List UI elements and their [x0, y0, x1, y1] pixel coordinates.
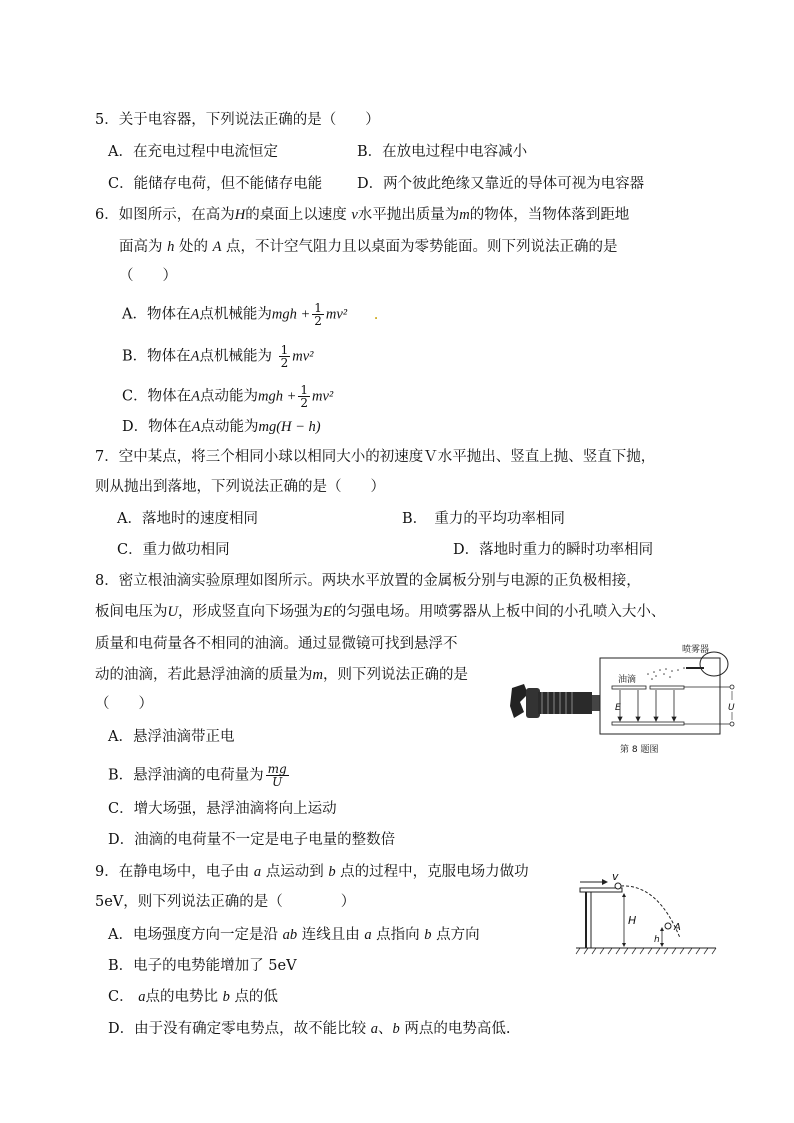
q8-stem-line1: 8．密立根油滴实验原理如图所示。两块水平放置的金属板分别与电源的正负极相接，: [95, 573, 641, 589]
q8-stem-line2: 板间电压为U，形成竖直向下场强为E的匀强电场。用喷雾器从上板中间的小孔喷入大小、: [95, 604, 666, 620]
q7-stem-line1: 7．空中某点，将三个相同小球以相同大小的初速度Ｖ水平抛出、竖直上抛、竖直下抛，: [95, 449, 656, 465]
fig6-A-label: A: [674, 922, 681, 933]
q8-option-d: D．油滴的电荷量不一定是电子电量的整数倍: [108, 832, 396, 848]
fig8-caption: 第 8 题图: [620, 745, 659, 755]
q6-option-c: C．物体在A点动能为mgh + $\frac{1}{2}$ mv²: [122, 383, 334, 410]
q6-stem-line2: 面高为 h 处的 A 点，不计空气阻力且以桌面为零势能面。则下列说法正确的是: [119, 239, 618, 255]
fig8-U-label: U: [728, 703, 735, 713]
q9-stem-line2: 5eV，则下列说法正确的是（ ）: [95, 894, 356, 910]
q9-option-a: A．电场强度方向一定是沿 ab 连线且由 a 点指向 b 点方向: [108, 927, 480, 943]
q7-option-c: C．重力做功相同: [117, 542, 230, 558]
q8-option-c: C．增大场强，悬浮油滴将向上运动: [108, 801, 337, 817]
q8-stem-line4: 动的油滴，若此悬浮油滴的质量为m，则下列说法正确的是: [95, 667, 468, 683]
q5-option-b: B．在放电过程中电容减小: [357, 144, 528, 160]
fig8-sprayer-label: 喷雾器: [682, 645, 710, 655]
q6-option-b: B．物体在A点机械能为 $\frac{1}{2}$ mv²: [122, 343, 314, 370]
microscope-icon: [510, 684, 600, 718]
fig6-v-label: v: [612, 870, 619, 883]
q8-stem-line3: 质量和电荷量各不相同的油滴。通过显微镜可找到悬浮不: [95, 636, 458, 652]
q9-option-c: C． a点的电势比 b 点的低: [108, 989, 278, 1005]
q9-option-b: B．电子的电势能增加了 5eV: [108, 958, 297, 974]
fig6-H-label: H: [628, 914, 637, 927]
q6-option-a: A．物体在A点机械能为mgh + $\frac{1}{2}$ mv² .: [122, 301, 379, 328]
q5-option-a: A．在充电过程中电流恒定: [108, 144, 278, 160]
fig8-oil-label: 油滴: [618, 675, 637, 685]
projectile-figure: [574, 866, 718, 960]
q6-option-d: D．物体在A点动能为mg(H − h): [122, 419, 321, 435]
fig8-E-label: E: [615, 703, 621, 713]
q6-paren: （ ）: [119, 268, 177, 284]
q5-option-d: D．两个彼此绝缘又靠近的导体可视为电容器: [357, 176, 645, 192]
q9-option-d: D．由于没有确定零电势点，故不能比较 a、b 两点的电势高低.: [108, 1021, 511, 1037]
q9-stem-line1: 9．在静电场中，电子由 a 点运动到 b 点的过程中，克服电场力做功: [95, 864, 529, 880]
q8-option-a: A．悬浮油滴带正电: [108, 729, 235, 745]
q7-stem-line2: 则从抛出到落地，下列说法正确的是（ ）: [95, 479, 385, 495]
fig6-h-label: h: [654, 935, 660, 945]
millikan-figure: [508, 640, 738, 760]
q7-option-a: A．落地时的速度相同: [117, 511, 258, 527]
q5-stem: 5．关于电容器，下列说法正确的是（ ）: [95, 112, 380, 128]
q5-option-c: C．能储存电荷，但不能储存电能: [108, 176, 323, 192]
q7-option-d: D．落地时重力的瞬时功率相同: [453, 542, 654, 558]
q6-stem-line1: 6．如图所示，在高为H的桌面上以速度 v水平抛出质量为m的物体，当物体落到距地: [95, 207, 630, 223]
q7-option-b: B． 重力的平均功率相同: [402, 511, 565, 527]
q8-paren: （ ）: [95, 696, 153, 712]
q8-option-b: B．悬浮油滴的电荷量为 $\frac{mg}{U}$: [108, 762, 287, 789]
